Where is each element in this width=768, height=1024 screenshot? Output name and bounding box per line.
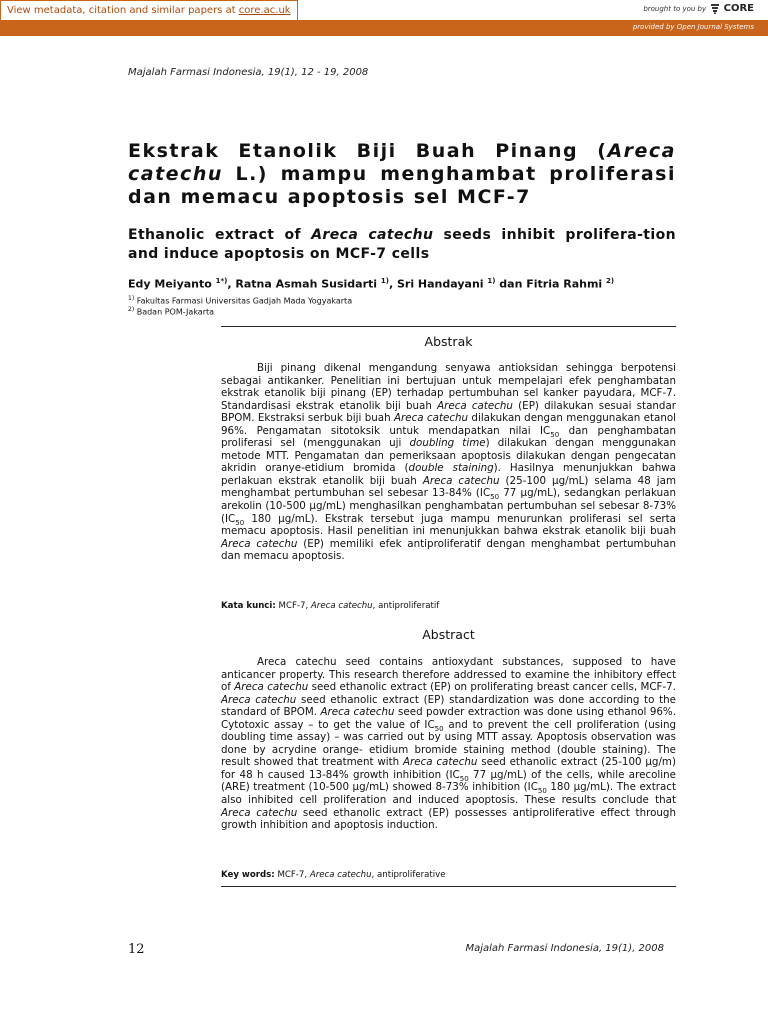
title-id-part2: L.) mampu menghambat proliferasi dan memacu apoptosis sel MCF-7 [128, 163, 676, 208]
page-number: 12 [128, 942, 145, 957]
species-name: Areca catechu [234, 681, 309, 694]
author-separator: dan [495, 277, 527, 291]
affiliation-2 [128, 306, 214, 317]
divider-bottom [221, 886, 676, 887]
core-banner-strip [0, 20, 768, 36]
key-words-label: Key words: [221, 870, 275, 880]
title-en-part2: seeds inhibit prolifera-tion and induce apoptosis on MCF-7 cells [128, 227, 676, 262]
keyword-species: Areca catechu [310, 601, 373, 611]
species-name: Areca catechu [394, 412, 469, 425]
abstrak-text: 180 μg/mL). Ekstrak tersebut juga mampu menurunkan proliferasi sel serta memacu apoptosis. Hasil penelitian ini menunjukkan bahwa ekstrak etanolik biji buah [221, 512, 676, 538]
subscript: 50 [550, 430, 560, 439]
species-name: Areca catechu [221, 693, 297, 706]
abstract-body [221, 656, 676, 832]
abstrak-text: (EP) memiliki efek antiproliferatif dengan menghambat pertumbuhan dan memacu apoptosis. [221, 537, 676, 563]
affiliation-marker: 2) [128, 306, 135, 313]
abstrak-text: dilakukan dengan menggunakan etanol 96%. Pengamatan sitotoksik untuk mendapatkan nilai IC [221, 412, 677, 437]
key-words [221, 870, 676, 880]
core-banner [0, 0, 768, 36]
title-en-italic: Areca catechu [311, 227, 434, 243]
italic-term: double staining [408, 462, 494, 475]
subscript: 50 [235, 518, 245, 527]
author-name: Edy Meiyanto [128, 277, 216, 291]
title-english [128, 226, 676, 264]
abstrak-text: dan penghambatan proliferasi sel (menggunakan uji [221, 424, 676, 450]
abstrak-text: 77 μg/mL), sedangkan perlakuan arekolin (10-500 μg/mL) menghasilkan penghambatan pertumbuhan sel sebesar 8-73% (IC [221, 487, 676, 525]
divider-top [221, 326, 676, 327]
italic-term: doubling time [409, 437, 486, 450]
footer-journal: Majalah Farmasi Indonesia, 19(1), 2008 [465, 943, 664, 954]
author-separator: , [227, 277, 236, 291]
author-separator: , [388, 277, 397, 291]
keyword-text: MCF-7, [274, 870, 310, 880]
abstract-text: seed powder extraction was done using ethanol 96%. Cytotoxic assay – to get the value of IC [221, 706, 676, 731]
core-link-prefix: View metadata, citation and similar papers at [7, 5, 239, 16]
affiliation-marker: 1) [128, 295, 135, 302]
author-name: Fitria Rahmi [526, 277, 607, 291]
subscript: 50 [459, 774, 469, 783]
species-name: Areca catechu [402, 756, 478, 769]
species-name: Areca catechu [221, 806, 298, 819]
abstrak-text: ). Hasilnya menunjukkan bahwa perlakuan ekstrak etanolik biji buah [221, 462, 676, 487]
subscript: 50 [434, 724, 444, 733]
affiliation-text: Badan POM-Jakarta [134, 307, 215, 317]
keyword-text: , antiproliferative [371, 870, 446, 880]
author-name: Ratna Asmah Susidarti [235, 277, 381, 291]
abstract-text: seed ethanolic extract (EP) standardization was done according to the standard of BPOM. [221, 693, 676, 719]
core-logo-icon [711, 4, 719, 14]
title-en-part1: Ethanolic extract of [128, 227, 312, 243]
brought-by-text: brought to you by [643, 5, 707, 13]
abstrak-text: Biji pinang dikenal mengandung senyawa antioksidan sehingga berpotensi sebagai antikanker. Penelitian ini bertujuan untuk mempelajari efek penghambatan ekstrak etanolik biji pinang (EP) terhadap pertumbuhan sel kanker payudara, MCF-7. Standardisasi ekstrak etanolik biji buah [221, 362, 676, 412]
abstrak-body [221, 362, 676, 563]
core-ac-uk-link[interactable]: core.ac.uk [238, 5, 291, 16]
abstrak-text: ) dilakukan dengan menggunakan metode MTT. Pengamatan dan pemeriksaan apoptosis dilakukan dengan pengecatan akridin oranye-etidium bromida ( [221, 437, 676, 475]
author-affiliation-marker: 1*) [215, 277, 228, 285]
affiliation-1 [128, 295, 352, 306]
abstrak-text: (25-100 μg/mL) selama 48 jam menghambat pertumbuhan sel sebesar 13-84% (IC [221, 474, 676, 500]
affiliation-text: Fakultas Farmasi Universitas Gadjah Mada Yogyakarta [134, 296, 353, 306]
abstract-text: seed ethanolic extract (EP) possesses antiproliferative effect through growth inhibition and apoptosis induction. [221, 806, 676, 832]
core-brand [643, 3, 754, 14]
running-head: Majalah Farmasi Indonesia, 19(1), 12 - 19, 2008 [128, 67, 369, 78]
abstrak-heading: Abstrak [424, 334, 473, 349]
subscript: 50 [537, 787, 547, 796]
core-brand-name: CORE [723, 3, 754, 14]
kata-kunci-label: Kata kunci: [221, 601, 276, 611]
abstract-heading: Abstract [422, 627, 475, 642]
subscript: 50 [490, 493, 500, 502]
abstract-text: seed ethanolic extract (EP) on proliferating breast cancer cells, MCF-7. [308, 681, 676, 694]
provided-by-text: provided by Open Journal Systems [632, 23, 754, 31]
title-id-italic: Areca catechu [128, 140, 676, 185]
author-affiliation-marker: 1) [380, 277, 389, 285]
author-affiliation-marker: 1) [487, 277, 496, 285]
species-name: Areca catechu [320, 706, 395, 719]
author-affiliation-marker: 2) [606, 277, 615, 285]
abstract-text: Areca catechu seed contains antioxydant substances, supposed to have anticancer property. This research therefore addressed to examine the inhibitory effect of [221, 656, 676, 694]
kata-kunci [221, 601, 676, 611]
core-metadata-link-box [0, 0, 298, 21]
author-list [128, 277, 614, 291]
title-id-part1: Ekstrak Etanolik Biji Buah Pinang ( [128, 140, 608, 162]
author-name: Sri Handayani [396, 277, 488, 291]
abstract-text: 180 μg/mL). The extract also inhibited cell proliferation and induced apoptosis. These results conclude that [221, 781, 676, 807]
keyword-text: MCF-7, [275, 601, 311, 611]
abstrak-text: (EP) dilakukan sesuai standar BPOM. Ekstraksi serbuk biji buah [221, 399, 676, 425]
keyword-text: , antiproliferatif [372, 601, 440, 611]
keyword-species: Areca catechu [309, 870, 372, 880]
title-indonesian [128, 140, 676, 209]
species-name: Areca catechu [422, 474, 500, 487]
species-name: Areca catechu [221, 537, 298, 550]
species-name: Areca catechu [437, 399, 513, 412]
abstract-text: 77 μg/mL) of the cells, while arecoline (ARE) treatment (10-500 μg/mL) showed 8-73% inhibition (IC [221, 768, 677, 794]
abstract-text: seed ethanolic extract (25-100 μg/m) for 48 h caused 13-84% growth inhibition (IC [221, 756, 676, 781]
abstract-text: and to prevent the cell proliferation (using doubling time assay) – was carried out by using MTT assay. Apoptosis observation was done by acrydine orange- etidium bromide staining method (double staining). The result showed that treatment with [221, 718, 677, 769]
